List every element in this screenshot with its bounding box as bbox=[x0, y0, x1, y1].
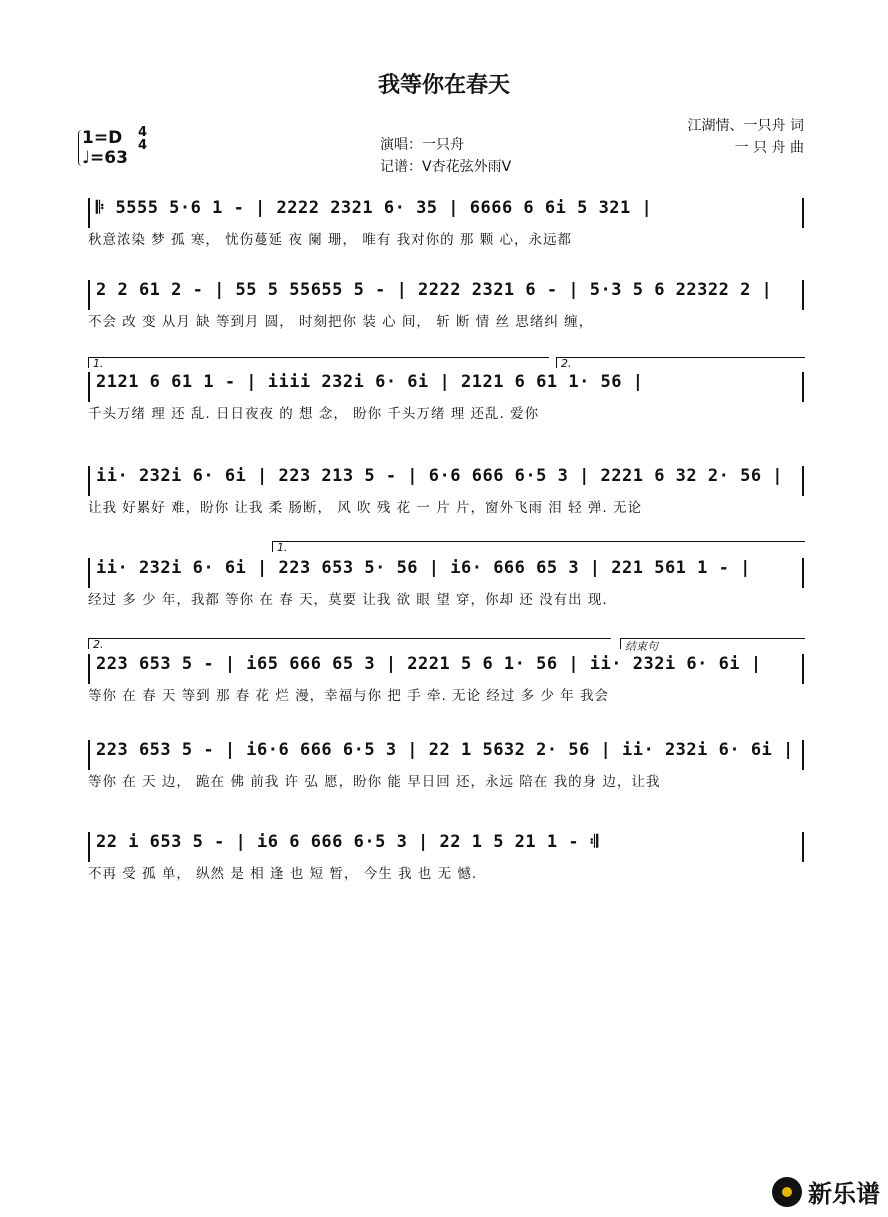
lyrics-row: 等你 在 天 边， 跪在 佛 前我 许 弘 愿，盼你 能 早日回 还，永远 陪在 我的身 边，让我 bbox=[88, 774, 661, 790]
notation-row: 22 i 653 5 - | i6 6 666 6·5 3 | 22 1 5 21 1 - 𝄇 bbox=[88, 832, 804, 862]
lyrics-row: 等你 在 春 天 等到 那 春 花 烂 漫，幸福与你 把 手 牵. 无论 经过 多 少 年 我会 bbox=[88, 688, 610, 704]
tempo-label: ♩=63 bbox=[82, 148, 128, 168]
key-signature bbox=[82, 125, 148, 168]
score-line bbox=[88, 198, 804, 252]
volta-bracket: 2. bbox=[88, 638, 611, 649]
lyrics-row: 经过 多 少 年，我都 等你 在 春 天，莫要 让我 欲 眼 望 穿，你却 还 没有出 现. bbox=[88, 592, 608, 608]
notation-row: ii· 232i 6· 6i | 223 653 5· 56 | i6· 666 65 3 | 221 561 1 - | bbox=[88, 558, 804, 588]
composer-credit: 一 只 舟 曲 bbox=[734, 140, 804, 156]
singer-credit: 演唱：一只舟 bbox=[380, 137, 464, 153]
notation-row: 223 653 5 - | i6·6 666 6·5 3 | 22 1 5632 2· 56 | ii· 232i 6· 6i | bbox=[88, 740, 804, 770]
volta-bracket: 1. bbox=[88, 357, 549, 368]
volta-bracket: 1. bbox=[272, 541, 805, 552]
logo-text: 新乐谱 bbox=[808, 1180, 880, 1208]
lyrics-row: 秋意浓染 梦 孤 寒， 忧伤蔓延 夜 阑 珊， 唯有 我对你的 那 颗 心，永远都 bbox=[88, 232, 572, 248]
key-label: 1=D bbox=[82, 128, 123, 148]
brace-glyph bbox=[78, 130, 83, 166]
credits-writers bbox=[688, 115, 804, 159]
lyrics-row: 不会 改 变 从月 缺 等到月 圆， 时刻把你 装 心 间， 斩 断 情 丝 思绪纠 缠， bbox=[88, 314, 594, 330]
notation-row: ii· 232i 6· 6i | 223 213 5 - | 6·6 666 6·5 3 | 2221 6 32 2· 56 | bbox=[88, 466, 804, 496]
lyricist-credit: 江湖情、一只舟 词 bbox=[687, 118, 804, 134]
credits-performer bbox=[380, 134, 511, 178]
notation-row: 2121 6 61 1 - | iiii 232i 6· 6i | 2121 6 61 1· 56 | bbox=[88, 372, 804, 402]
score-line bbox=[88, 466, 804, 520]
score-line bbox=[88, 558, 804, 612]
time-signature: 4 4 bbox=[138, 125, 148, 153]
score-line bbox=[88, 280, 804, 334]
song-title: 我等你在春天 bbox=[377, 73, 510, 98]
notation-row: 𝄆 5555 5·6 1 - | 2222 2321 6· 35 | 6666 6 6i 5 321 | bbox=[88, 198, 804, 228]
score-line bbox=[88, 740, 804, 794]
score-line bbox=[88, 654, 804, 708]
vinyl-disc-icon bbox=[772, 1177, 802, 1207]
volta-bracket: 结束句 bbox=[620, 638, 805, 649]
volta-bracket: 2. bbox=[556, 357, 805, 368]
lyrics-row: 让我 好累好 难，盼你 让我 柔 肠断， 风 吹 残 花 一 片 片，窗外飞雨 泪 轻 弹. 无论 bbox=[88, 500, 642, 516]
notation-row: 223 653 5 - | i65 666 65 3 | 2221 5 6 1· 56 | ii· 232i 6· 6i | bbox=[88, 654, 804, 684]
lyrics-row: 千头万绪 理 还 乱. 日日夜夜 的 想 念， 盼你 千头万绪 理 还乱. 爱你 bbox=[88, 406, 540, 422]
lyrics-row: 不再 受 孤 单， 纵然 是 相 逢 也 短 暂， 今生 我 也 无 憾. bbox=[88, 866, 478, 882]
notation-row: 2 2 61 2 - | 55 5 55655 5 - | 2222 2321 6 - | 5·3 5 6 22322 2 | bbox=[88, 280, 804, 310]
score-line bbox=[88, 372, 804, 426]
site-logo bbox=[772, 1174, 880, 1209]
score-line bbox=[88, 832, 804, 886]
transcriber-credit: 记谱：V杏花弦外雨V bbox=[380, 159, 512, 175]
